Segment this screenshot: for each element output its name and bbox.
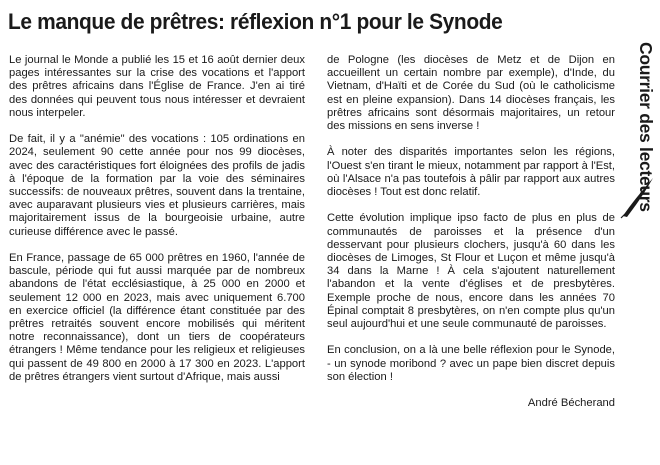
article-paragraph: En France, passage de 65 000 prêtres en 1960, l'année de bascule, période qui fut aussi marquée par de nombreux abandons de l'état ecclésiastique, à 25 000 en 2000 et seulement 12 000 en 2023, mais avec uniquement 6.700 en exercice officiel (la différence étant constituée par des prêtres retraités souvent encore mobilisés qui méritent notre reconnaissance), dont un tiers de coopérateurs étrangers ! Même tendance pour les religieux et religieuses qui passent de 49 800 en 2000 à 17 300 en 2023. L'apport de prêtres étrangers vient surtout d'Afrique, mais aussi (9, 252, 305, 383)
article-right-column (327, 54, 615, 424)
quill-swoosh-tail (621, 204, 635, 218)
author-signature: André Bécherand (527, 397, 615, 410)
article-paragraph: À noter des disparités importantes selon les régions, l'Ouest s'en tirant le mieux, notamment par rapport à l'Est, où l'Alsace n'a pas toutefois à pâlir par rapport aux autres diocèses ! Tout est donc relatif. (327, 146, 615, 199)
article-paragraph: Cette évolution implique ipso facto de plus en plus de communautés de paroisses et la présence d'un desservant pour plusieurs clochers, jusqu'à 60 dans les diocèses de Limoges, St Flour et Luçon et même jusqu'à 34 dans la Marne ! À cela s'ajoutent naturellement l'abandon et la vente d'églises et de presbytères. Exemple proche de nous, encore dans les années 70 Épinal comptait 8 presbytères, on n'en compte plus qu'un seul aujourd'hui et une seule communauté de paroisses. (327, 212, 615, 331)
article-paragraph: de Pologne (les diocèses de Metz et de Dijon en accueillent un certain nombre par exemple), d'Inde, du Vietnam, d'Haïti et de Corée du Sud (où le catholicisme est en pleine expansion). Dans 14 diocèses français, les prêtres africains sont désormais majoritaires, un retour des missions en sens inverse ! (327, 54, 615, 133)
rubric-label: Courrier des lecteurs (636, 42, 656, 212)
article-paragraph: De fait, il y a "anémie" des vocations : 105 ordinations en 2024, seulement 90 cette année pour nos 99 diocèses, avec des caractéristiques fort éloignées des profils de jadis à l'époque de la formation par la voie des séminaires successifs: de nouveaux prêtres, souvent dans la trentaine, avec auparavant plusieurs vies et plusieurs carrières, mais majoritairement issus de la bourgeoisie urbaine, autre curieuse différence avec le passé. (9, 133, 305, 238)
article-title: Le manque de prêtres: réflexion n°1 pour le Synode (8, 9, 503, 34)
article-paragraph: Le journal le Monde a publié les 15 et 16 août dernier deux pages intéressantes sur la crise des vocations et l'apport des prêtres africains dans l'Église de France. J'en ai tiré des données qui peuvent tous nous intéresser et devraient nous interpeler. (9, 54, 305, 119)
quill-swoosh-icon (617, 160, 657, 220)
article-left-column (9, 54, 305, 397)
article-paragraph: En conclusion, on a là une belle réflexion pour le Synode, - un synode moribond ? avec un pape bien discret depuis son élection ! (327, 344, 615, 383)
